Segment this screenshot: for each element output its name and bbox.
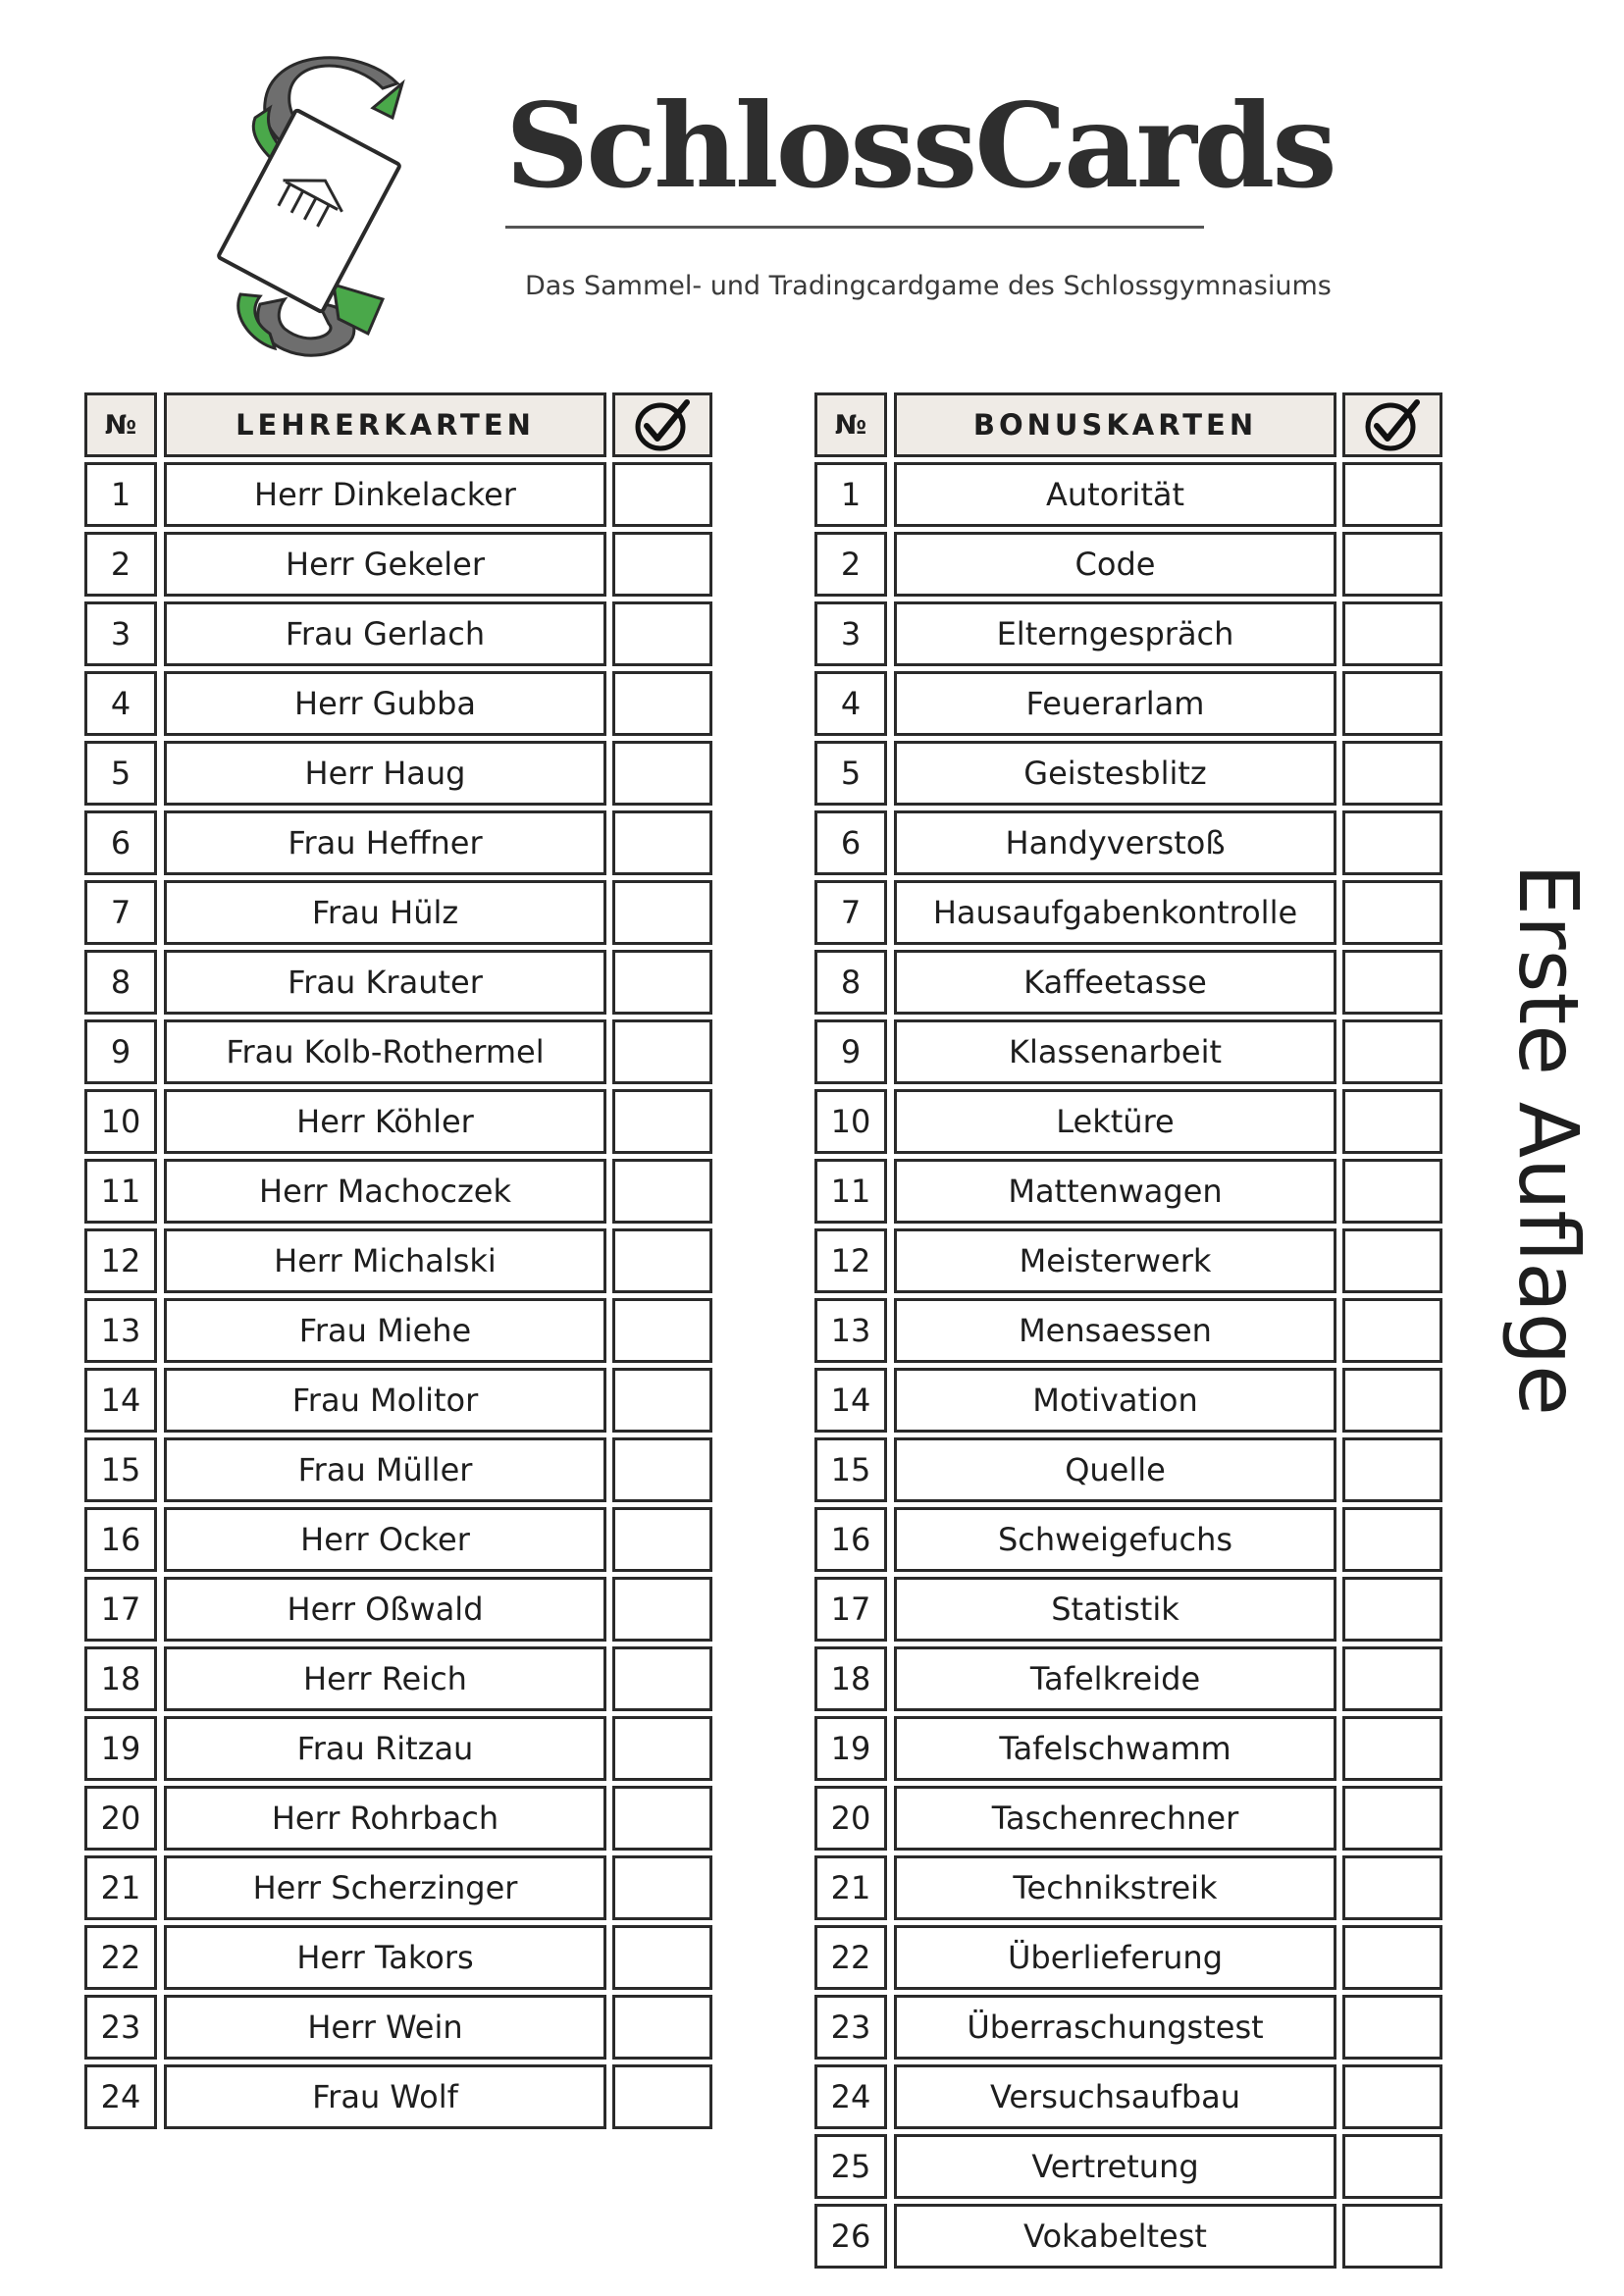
card-name: Herr Ocker [164,1507,606,1572]
card-name: Herr Michalski [164,1228,606,1293]
card-number: 1 [814,462,887,527]
number-header: № [814,392,887,457]
card-name: Herr Haug [164,741,606,806]
checkbox[interactable] [1342,532,1442,597]
card-name: Motivation [894,1368,1336,1433]
card-name: Statistik [894,1577,1336,1642]
checkbox[interactable] [1342,671,1442,736]
card-number: 25 [814,2134,887,2199]
card-number: 13 [814,1298,887,1363]
checkbox[interactable] [1342,1925,1442,1990]
card-number: 2 [84,532,157,597]
card-name: Frau Ritzau [164,1716,606,1781]
card-name: Klassenarbeit [894,1019,1336,1084]
card-name: Herr Gekeler [164,532,606,597]
card-number: 24 [84,2064,157,2129]
card-name: Herr Takors [164,1925,606,1990]
checkbox[interactable] [1342,1019,1442,1084]
checkbox[interactable] [612,601,712,666]
card-number: 11 [84,1159,157,1224]
checkbox[interactable] [1342,880,1442,945]
card-number: 19 [84,1716,157,1781]
card-number: 9 [84,1019,157,1084]
card-name: Herr Köhler [164,1089,606,1154]
checkbox[interactable] [612,1925,712,1990]
checkbox[interactable] [612,1368,712,1433]
checkbox[interactable] [612,671,712,736]
checkbox[interactable] [1342,2204,1442,2269]
card-name: Frau Heffner [164,810,606,875]
card-number: 18 [814,1646,887,1711]
card-name: Herr Dinkelacker [164,462,606,527]
card-number: 6 [814,810,887,875]
checkbox[interactable] [1342,1159,1442,1224]
card-name: Herr Reich [164,1646,606,1711]
card-number: 15 [814,1437,887,1502]
checkbox[interactable] [1342,1437,1442,1502]
card-name: Herr Wein [164,1995,606,2060]
checkbox[interactable] [612,1646,712,1711]
card-number: 26 [814,2204,887,2269]
checkbox[interactable] [612,1089,712,1154]
card-name: Code [894,532,1336,597]
card-name: Handyverstoß [894,810,1336,875]
card-with-s-logo-icon [201,49,417,373]
card-name: Tafelkreide [894,1646,1336,1711]
card-number: 14 [814,1368,887,1433]
checkbox[interactable] [1342,601,1442,666]
card-name: Kaffeetasse [894,950,1336,1015]
card-name: Herr Rohrbach [164,1786,606,1851]
lehrerkarten-header: LEHRERKARTEN [164,392,606,457]
card-name: Frau Miehe [164,1298,606,1363]
card-name: Versuchsaufbau [894,2064,1336,2129]
card-name: Herr Machoczek [164,1159,606,1224]
card-name: Frau Wolf [164,2064,606,2129]
card-number: 5 [84,741,157,806]
checkbox[interactable] [1342,1368,1442,1433]
card-number: 9 [814,1019,887,1084]
card-name: Feuerarlam [894,671,1336,736]
checkbox[interactable] [1342,1089,1442,1154]
card-number: 21 [814,1855,887,1920]
card-number: 7 [84,880,157,945]
card-number: 23 [814,1995,887,2060]
card-number: 7 [814,880,887,945]
card-number: 20 [84,1786,157,1851]
card-number: 12 [814,1228,887,1293]
card-name: Frau Molitor [164,1368,606,1433]
card-number: 6 [84,810,157,875]
checkbox[interactable] [612,1159,712,1224]
check-header [1342,392,1442,457]
checkbox[interactable] [1342,2134,1442,2199]
checkbox[interactable] [612,532,712,597]
card-name: Hausaufgabenkontrolle [894,880,1336,945]
checkbox[interactable] [612,950,712,1015]
checkbox[interactable] [1342,1646,1442,1711]
card-number: 3 [84,601,157,666]
card-number: 24 [814,2064,887,2129]
card-name: Technikstreik [894,1855,1336,1920]
card-number: 16 [814,1507,887,1572]
checkbox[interactable] [1342,1228,1442,1293]
checkbox[interactable] [1342,741,1442,806]
checkbox[interactable] [1342,1577,1442,1642]
card-name: Frau Kolb-Rothermel [164,1019,606,1084]
checkbox[interactable] [1342,810,1442,875]
card-number: 10 [84,1089,157,1154]
card-number: 1 [84,462,157,527]
card-name: Überlieferung [894,1925,1336,1990]
card-name: Autorität [894,462,1336,527]
checkbox[interactable] [1342,950,1442,1015]
card-number: 18 [84,1646,157,1711]
checkbox[interactable] [1342,2064,1442,2129]
checkbox[interactable] [612,462,712,527]
card-number: 10 [814,1089,887,1154]
checkbox[interactable] [612,1019,712,1084]
card-name: Herr Gubba [164,671,606,736]
checkbox[interactable] [612,741,712,806]
card-name: Elterngespräch [894,601,1336,666]
card-number: 4 [84,671,157,736]
checkbox[interactable] [612,1855,712,1920]
checkbox[interactable] [612,1995,712,2060]
card-number: 4 [814,671,887,736]
title-divider [505,226,1204,229]
card-number: 2 [814,532,887,597]
card-name: Taschenrechner [894,1786,1336,1851]
checkbox[interactable] [612,1298,712,1363]
card-name: Tafelschwamm [894,1716,1336,1781]
card-number: 22 [84,1925,157,1990]
checkmark-circle-icon [1362,396,1423,453]
checkbox[interactable] [1342,1507,1442,1572]
checkbox[interactable] [1342,1786,1442,1851]
card-number: 15 [84,1437,157,1502]
checkbox[interactable] [1342,1995,1442,2060]
checkbox[interactable] [612,1577,712,1642]
checkbox[interactable] [612,1507,712,1572]
checkbox[interactable] [612,1228,712,1293]
checkbox[interactable] [1342,1298,1442,1363]
checkbox[interactable] [1342,1855,1442,1920]
card-name: Geistesblitz [894,741,1336,806]
card-number: 14 [84,1368,157,1433]
checkmark-circle-icon [632,396,693,453]
card-number: 13 [84,1298,157,1363]
checkbox[interactable] [612,1786,712,1851]
check-header [612,392,712,457]
checkbox[interactable] [612,810,712,875]
card-name: Vokabeltest [894,2204,1336,2269]
card-number: 16 [84,1507,157,1572]
bonuskarten-header: BONUSKARTEN [894,392,1336,457]
card-number: 8 [84,950,157,1015]
card-number: 23 [84,1995,157,2060]
checkbox[interactable] [1342,1716,1442,1781]
card-name: Lektüre [894,1089,1336,1154]
card-name: Herr Oßwald [164,1577,606,1642]
card-number: 3 [814,601,887,666]
card-name: Frau Müller [164,1437,606,1502]
edition-label: Erste Auflage [1500,863,1597,1416]
checkbox[interactable] [612,1716,712,1781]
card-number: 19 [814,1716,887,1781]
checkbox[interactable] [1342,462,1442,527]
card-number: 17 [84,1577,157,1642]
card-number: 21 [84,1855,157,1920]
card-number: 12 [84,1228,157,1293]
card-number: 22 [814,1925,887,1990]
checkbox[interactable] [612,880,712,945]
card-name: Mattenwagen [894,1159,1336,1224]
card-number: 5 [814,741,887,806]
page-subtitle: Das Sammel- und Tradingcardgame des Schlossgymnasiums [525,271,1332,301]
card-name: Schweigefuchs [894,1507,1336,1572]
number-header: № [84,392,157,457]
card-name: Überraschungstest [894,1995,1336,2060]
card-name: Frau Krauter [164,950,606,1015]
card-name: Frau Hülz [164,880,606,945]
checkbox[interactable] [612,1437,712,1502]
card-name: Meisterwerk [894,1228,1336,1293]
card-name: Frau Gerlach [164,601,606,666]
card-name: Mensaessen [894,1298,1336,1363]
page-title: SchlossCards [505,78,1335,214]
card-name: Herr Scherzinger [164,1855,606,1920]
card-name: Quelle [894,1437,1336,1502]
card-name: Vertretung [894,2134,1336,2199]
card-number: 17 [814,1577,887,1642]
checkbox[interactable] [612,2064,712,2129]
card-number: 8 [814,950,887,1015]
card-number: 11 [814,1159,887,1224]
card-number: 20 [814,1786,887,1851]
